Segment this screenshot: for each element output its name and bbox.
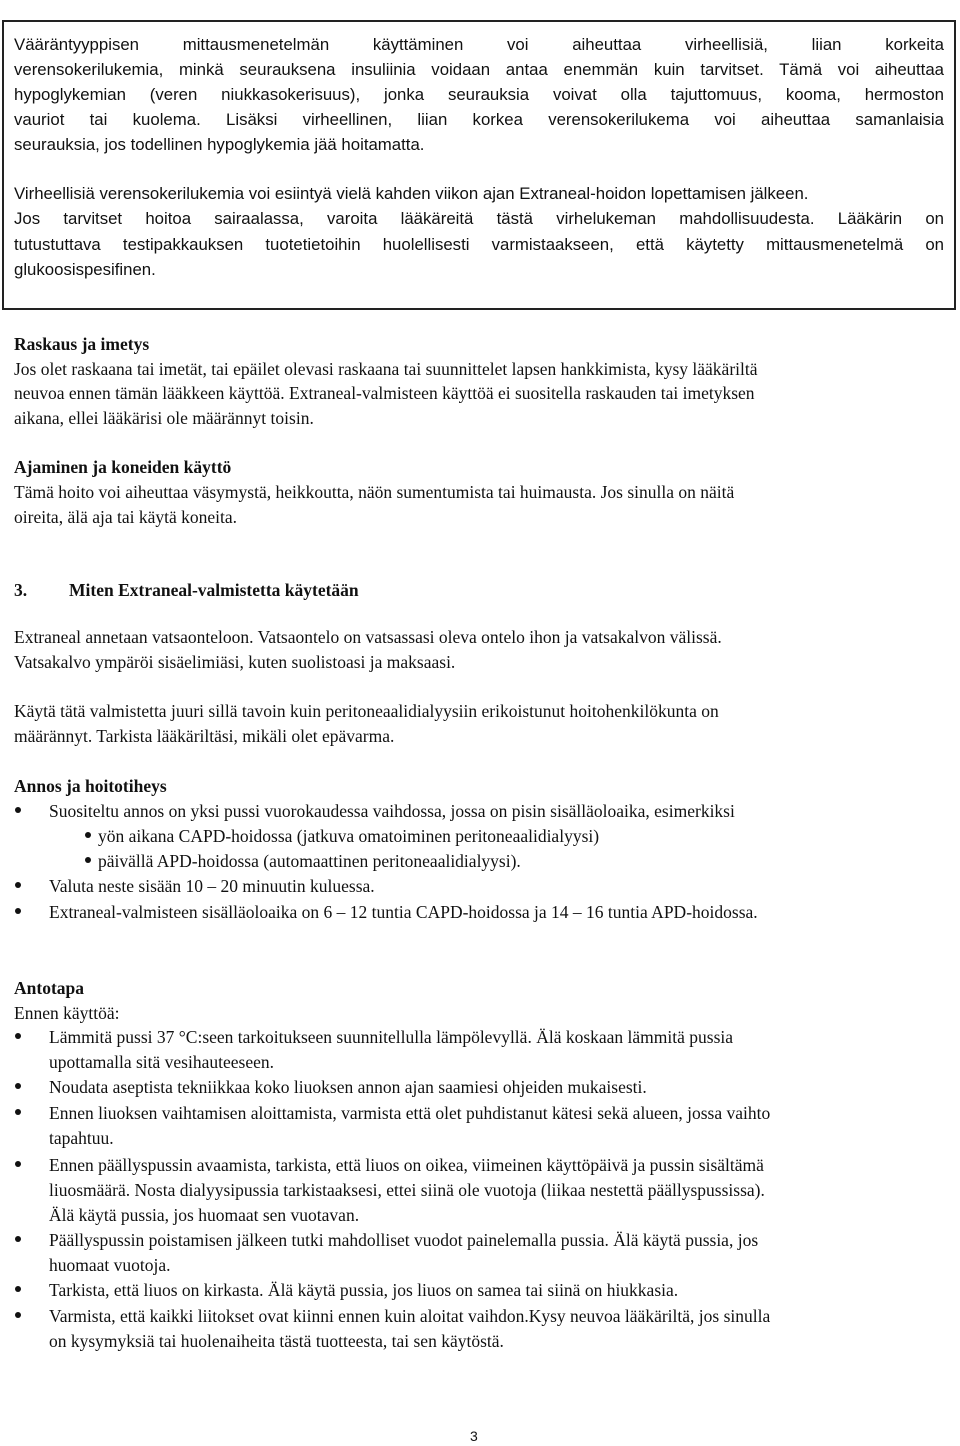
bullet-icon	[85, 857, 91, 863]
dosage-item: Valuta neste sisään 10 – 20 minuutin kuluessa.	[49, 876, 375, 896]
warning-line: Virheellisiä verensokerilukemia voi esiintyä vielä kahden viikon ajan Extraneal-hoidon lopettamisen jälkeen.	[14, 184, 809, 203]
warning-line: hypoglykemian (veren niukkasokerisuus), jonka seurauksia voivat olla tajuttomuus, kooma, hermoston	[14, 85, 944, 104]
administration-line: Päällyspussin poistamisen jälkeen tutki mahdolliset vuodot painelemalla pussia. Älä käytä pussia, jos	[49, 1230, 759, 1250]
warning-line: Vääräntyyppisen mittausmenetelmän käyttäminen voi aiheuttaa virheellisiä, liian korkeita	[14, 35, 944, 54]
administration-line: Ennen liuoksen vaihtamisen aloittamista, varmista että olet puhdistanut kätesi sekä alueen, jossa vaihto	[49, 1103, 771, 1123]
administration-heading: Antotapa	[14, 978, 85, 998]
administration-line: upottamalla sitä vesihauteeseen.	[49, 1052, 274, 1072]
driving-line: oireita, älä aja tai käytä koneita.	[14, 507, 238, 527]
warning-line: glukoosispesifinen.	[14, 260, 156, 279]
bullet-icon	[15, 1109, 21, 1115]
administration-line: liuosmäärä. Nosta dialyysipussia tarkistaaksesi, ettei siinä ole vuotoja (liikaa nestettä päällyspussissa).	[49, 1180, 765, 1200]
administration-intro: Ennen käyttöä:	[14, 1003, 120, 1023]
bullet-icon	[15, 1236, 21, 1242]
administration-line: Lämmitä pussi 37 °C:seen tarkoitukseen suunnitellulla lämpölevyllä. Älä koskaan lämmitä pussia	[49, 1027, 734, 1047]
administration-line: on kysymyksiä tai huolenaiheita tästä tuotteesta, tai sen käytöstä.	[49, 1331, 504, 1351]
administration-line: huomaat vuotoja.	[49, 1255, 171, 1275]
administration-line: Tarkista, että liuos on kirkasta. Älä käytä pussia, jos liuos on samea tai siinä on hiukkasia.	[49, 1280, 679, 1300]
administration-line: tapahtuu.	[49, 1128, 114, 1148]
page-number: 3	[470, 1428, 478, 1444]
section-title: Miten Extraneal-valmistetta käytetään	[69, 580, 359, 600]
bullet-icon	[15, 882, 21, 888]
bullet-icon	[15, 1033, 21, 1039]
bullet-icon	[15, 807, 21, 813]
warning-line: Jos tarvitset hoitoa sairaalassa, varoita lääkäreitä tästä virhelukeman mahdollisuudesta. Lääkärin on	[14, 209, 944, 228]
dosage-item: Suositeltu annos on yksi pussi vuorokaudessa vaihdossa, jossa on pisin sisälläoloaika, esimerkiksi	[49, 801, 735, 821]
dosage-heading: Annos ja hoitotiheys	[14, 776, 167, 796]
warning-line: seurauksia, jos todellinen hypoglykemia jää hoitamatta.	[14, 135, 425, 154]
pregnancy-heading: Raskaus ja imetys	[14, 334, 150, 354]
section-number: 3.	[14, 580, 28, 600]
dosage-subitem: päivällä APD-hoidossa (automaattinen peritoneaalidialyysi).	[98, 851, 521, 871]
bullet-icon	[15, 1083, 21, 1089]
administration-line: Noudata aseptista tekniikkaa koko liuoksen annon ajan saamiesi ohjeiden mukaisesti.	[49, 1077, 647, 1097]
section3-para2-line: määrännyt. Tarkista lääkäriltäsi, mikäli olet epävarma.	[14, 726, 395, 746]
dosage-item: Extraneal-valmisteen sisälläoloaika on 6 – 12 tuntia CAPD-hoidossa ja 14 – 16 tuntia APD-hoidossa.	[49, 902, 758, 922]
bullet-icon	[15, 1286, 21, 1292]
dosage-subitem: yön aikana CAPD-hoidossa (jatkuva omatoiminen peritoneaalidialyysi)	[98, 826, 600, 846]
driving-heading: Ajaminen ja koneiden käyttö	[14, 457, 232, 477]
bullet-icon	[15, 1312, 21, 1318]
bullet-icon	[85, 832, 91, 838]
section3-para2-line: Käytä tätä valmistetta juuri sillä tavoin kuin peritoneaalidialyysiin erikoistunut hoitohenkilökunta on	[14, 701, 719, 721]
bullet-icon	[15, 1161, 21, 1167]
warning-line: tutustuttava testipakkauksen tuotetietoihin huolellisesti varmistaakseen, että käytetty mittausmenetelmä on	[14, 235, 944, 254]
pregnancy-line: Jos olet raskaana tai imetät, tai epäilet olevasi raskaana tai suunnittelet lapsen hankkimista, kysy lääkäriltä	[14, 359, 758, 379]
warning-line: vauriot tai kuolema. Lisäksi virheellinen, liian korkea verensokerilukema voi aiheuttaa samanlaisia	[14, 110, 944, 129]
driving-line: Tämä hoito voi aiheuttaa väsymystä, heikkoutta, näön sumentumista tai huimausta. Jos sinulla on näitä	[14, 482, 735, 502]
section3-para1-line: Vatsakalvo ympäröi sisäelimiäsi, kuten suolistoasi ja maksaasi.	[14, 652, 456, 672]
warning-line: verensokerilukemia, minkä seurauksena insuliinia voidaan antaa enemmän kuin tarvitset. Tämä voi aiheuttaa	[14, 60, 944, 79]
administration-line: Ennen päällyspussin avaamista, tarkista, että liuos on oikea, viimeinen käyttöpäivä ja pussin sisältämä	[49, 1155, 764, 1175]
pregnancy-line: aikana, ellei lääkärisi ole määrännyt toisin.	[14, 408, 314, 428]
administration-line: Älä käytä pussia, jos huomaat sen vuotavan.	[49, 1205, 360, 1225]
section3-para1-line: Extraneal annetaan vatsaonteloon. Vatsaontelo on vatsassasi oleva ontelo ihon ja vatsakalvon välissä.	[14, 627, 722, 647]
pregnancy-line: neuvoa ennen tämän lääkkeen käyttöä. Extraneal-valmisteen käyttöä ei suositella raskauden tai imetyksen	[14, 383, 755, 403]
bullet-icon	[15, 908, 21, 914]
administration-line: Varmista, että kaikki liitokset ovat kiinni ennen kuin aloitat vaihdon.Kysy neuvoa lääkäriltä, jos sinulla	[49, 1306, 771, 1326]
